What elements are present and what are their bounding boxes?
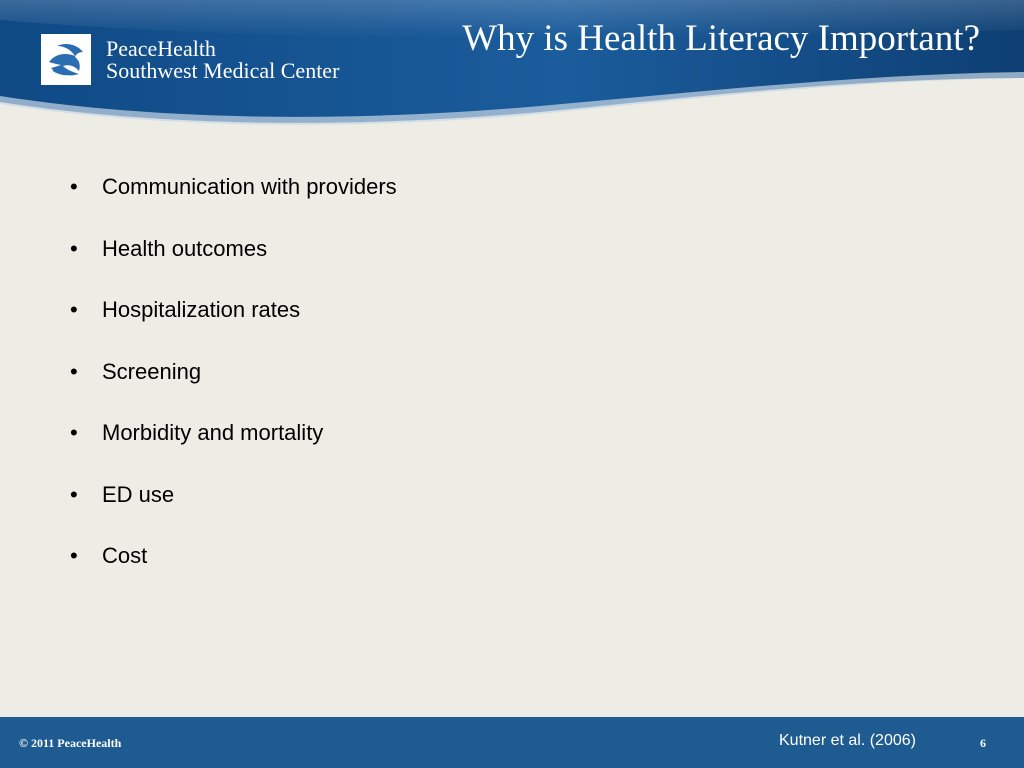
bullet-text: Communication with providers <box>102 174 397 199</box>
logo-wordmark <box>106 35 340 83</box>
bullet-text: Health outcomes <box>102 235 268 261</box>
bullet-item <box>70 355 397 389</box>
bullet-item <box>70 539 397 573</box>
bullet-text: Hospitalization rates <box>102 297 301 322</box>
dove-logo-icon <box>41 34 91 85</box>
bullet-item <box>70 293 397 327</box>
slide-title: Why is Health Literacy Important? <box>462 18 980 59</box>
bullet-marker: • <box>70 297 78 322</box>
bullet-marker: • <box>70 174 78 199</box>
bullet-item <box>70 170 397 204</box>
bullet-item <box>70 416 397 450</box>
logo-line-2: Southwest Medical Center <box>106 57 340 83</box>
bullet-text: Screening <box>102 358 202 384</box>
bullet-marker: • <box>70 481 78 507</box>
logo-line-1: PeaceHealth <box>106 35 216 61</box>
bullet-list <box>70 170 397 601</box>
bullet-text: Morbidity and mortality <box>102 420 324 445</box>
bullet-item <box>70 232 397 266</box>
bullet-text: Cost <box>102 543 148 568</box>
bullet-marker: • <box>70 543 78 568</box>
bullet-marker: • <box>70 358 78 384</box>
bullet-item <box>70 478 397 512</box>
footer-bar <box>0 717 1024 768</box>
copyright-notice: © 2011 PeaceHealth <box>19 736 122 750</box>
bullet-marker: • <box>70 235 78 261</box>
peacehealth-logo <box>41 34 339 85</box>
page-number: 6 <box>980 736 986 750</box>
bullet-text: ED use <box>102 481 175 507</box>
bullet-marker: • <box>70 420 78 445</box>
citation-text: Kutner et al. (2006) <box>779 732 916 749</box>
